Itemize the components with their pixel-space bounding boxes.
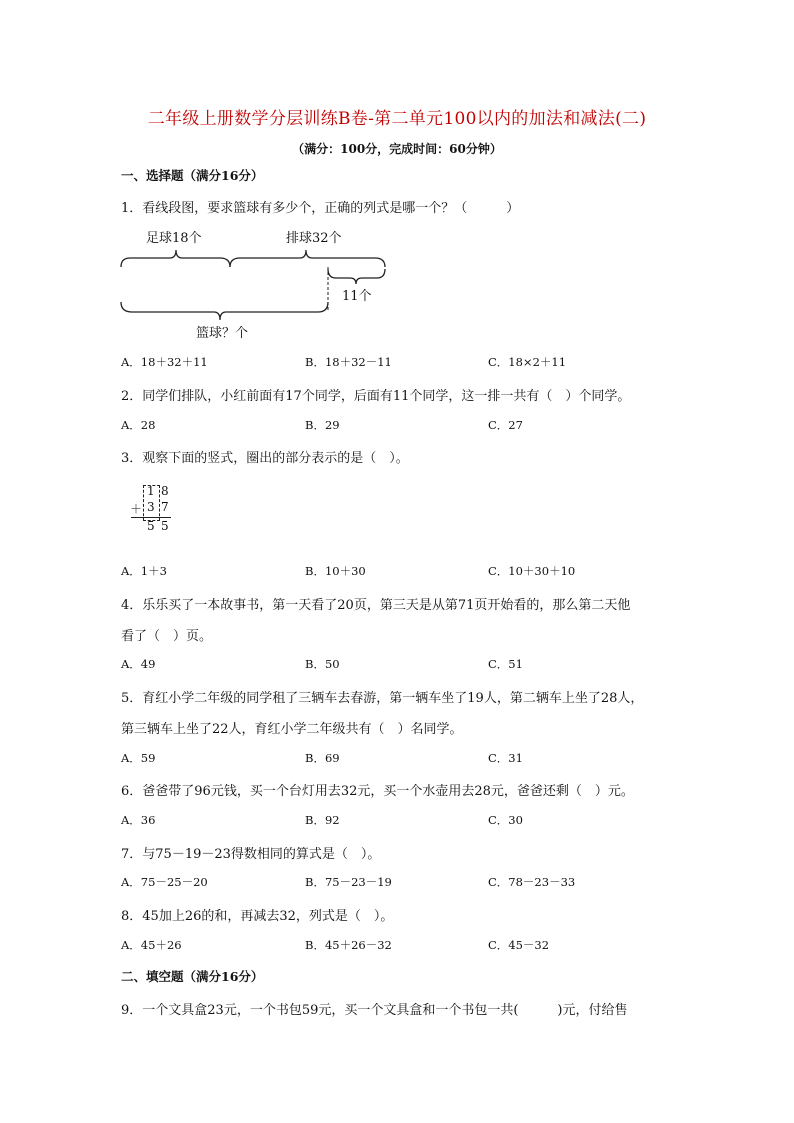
sum-line — [131, 517, 171, 518]
volleyball-brace — [230, 250, 385, 267]
q6-option-c[interactable]: C．30 — [488, 813, 523, 827]
digit-tens-1: 1 — [147, 484, 155, 498]
q3-option-b[interactable]: B．10＋30 — [305, 564, 366, 578]
question-9: 9．一个文具盒23元，一个书包59元，买一个文具盒和一个书包一共( )元，付给售 — [121, 1003, 628, 1018]
page-title: 二年级上册数学分层训练B卷-第二单元100以内的加法和减法(二) — [147, 109, 647, 129]
question-2: 2．同学们排队，小红前面有17个同学，后面有11个同学，这一排一共有（ ）个同学。 — [121, 389, 631, 404]
q4-option-a[interactable]: A．49 — [121, 657, 156, 671]
q8-option-b[interactable]: B．45＋26－32 — [305, 938, 392, 952]
digit-tens-2: 3 — [147, 500, 155, 514]
volleyball-label: 排球32个 — [286, 231, 342, 246]
q6-option-a[interactable]: A．36 — [121, 813, 156, 827]
question-7: 7．与75－19－23得数相同的算式是（ ）。 — [121, 847, 381, 862]
q1-option-b[interactable]: B．18＋32－11 — [305, 355, 392, 369]
question-6: 6．爸爸带了96元钱，买一个台灯用去32元，买一个水壶用去28元，爸爸还剩（ ）元。 — [121, 784, 634, 799]
q7-option-b[interactable]: B．75－23－19 — [305, 875, 392, 889]
q1-option-a[interactable]: A．18＋32＋11 — [121, 355, 208, 369]
q5-option-a[interactable]: A．59 — [121, 751, 156, 765]
football-brace — [121, 250, 230, 267]
question-5-line2: 第三辆车上坐了22人，育红小学二年级共有（ ）名同学。 — [121, 722, 463, 737]
q4-option-b[interactable]: B．50 — [305, 657, 340, 671]
difference-brace — [328, 269, 385, 284]
page-subtitle: （满分：100分，完成时间：60分钟） — [292, 142, 502, 156]
q8-option-a[interactable]: A．45＋26 — [121, 938, 182, 952]
q2-option-a[interactable]: A．28 — [121, 418, 156, 432]
digit-ones-2: 7 — [161, 500, 169, 514]
basketball-label: 篮球？个 — [196, 326, 249, 341]
q2-option-c[interactable]: C．27 — [488, 418, 523, 432]
section-heading-choice: 一、选择题（满分16分） — [121, 168, 264, 183]
question-5: 5．育红小学二年级的同学租了三辆车去春游，第一辆车坐了19人，第二辆车上坐了28人， — [121, 691, 644, 706]
q8-option-c[interactable]: C．45－32 — [488, 938, 550, 952]
digit-result-tens: 5 — [147, 519, 155, 533]
q5-option-b[interactable]: B．69 — [305, 751, 340, 765]
difference-label: 11个 — [342, 289, 372, 304]
q6-option-b[interactable]: B．92 — [305, 813, 340, 827]
question-1: 1．看线段图，要求篮球有多少个，正确的列式是哪一个？（ ） — [121, 201, 520, 216]
digit-ones-1: 8 — [161, 484, 169, 498]
q3-option-a[interactable]: A．1＋3 — [121, 564, 167, 578]
question-3: 3．观察下面的竖式，圈出的部分表示的是（ ）。 — [121, 451, 409, 466]
q2-option-b[interactable]: B．29 — [305, 418, 340, 432]
section-heading-fill: 二、填空题（满分16分） — [121, 969, 264, 984]
question-4-line2: 看了（ ）页。 — [121, 629, 213, 644]
q7-option-c[interactable]: C．78－23－33 — [488, 875, 576, 889]
football-label: 足球18个 — [146, 231, 202, 246]
plus-sign: ＋ — [130, 502, 143, 516]
q5-option-c[interactable]: C．31 — [488, 751, 523, 765]
q3-option-c[interactable]: C．10＋30＋10 — [488, 564, 576, 578]
question-4: 4．乐乐买了一本故事书，第一天看了20页，第三天是从第71页开始看的，那么第二天他 — [121, 598, 631, 613]
q4-option-c[interactable]: C．51 — [488, 657, 523, 671]
digit-result-ones: 5 — [161, 519, 169, 533]
question-8: 8．45加上26的和，再减去32，列式是（ ）。 — [121, 909, 394, 924]
q1-option-c[interactable]: C．18×2＋11 — [488, 355, 567, 369]
basketball-brace — [121, 302, 328, 320]
q7-option-a[interactable]: A．75－25－20 — [121, 875, 208, 889]
